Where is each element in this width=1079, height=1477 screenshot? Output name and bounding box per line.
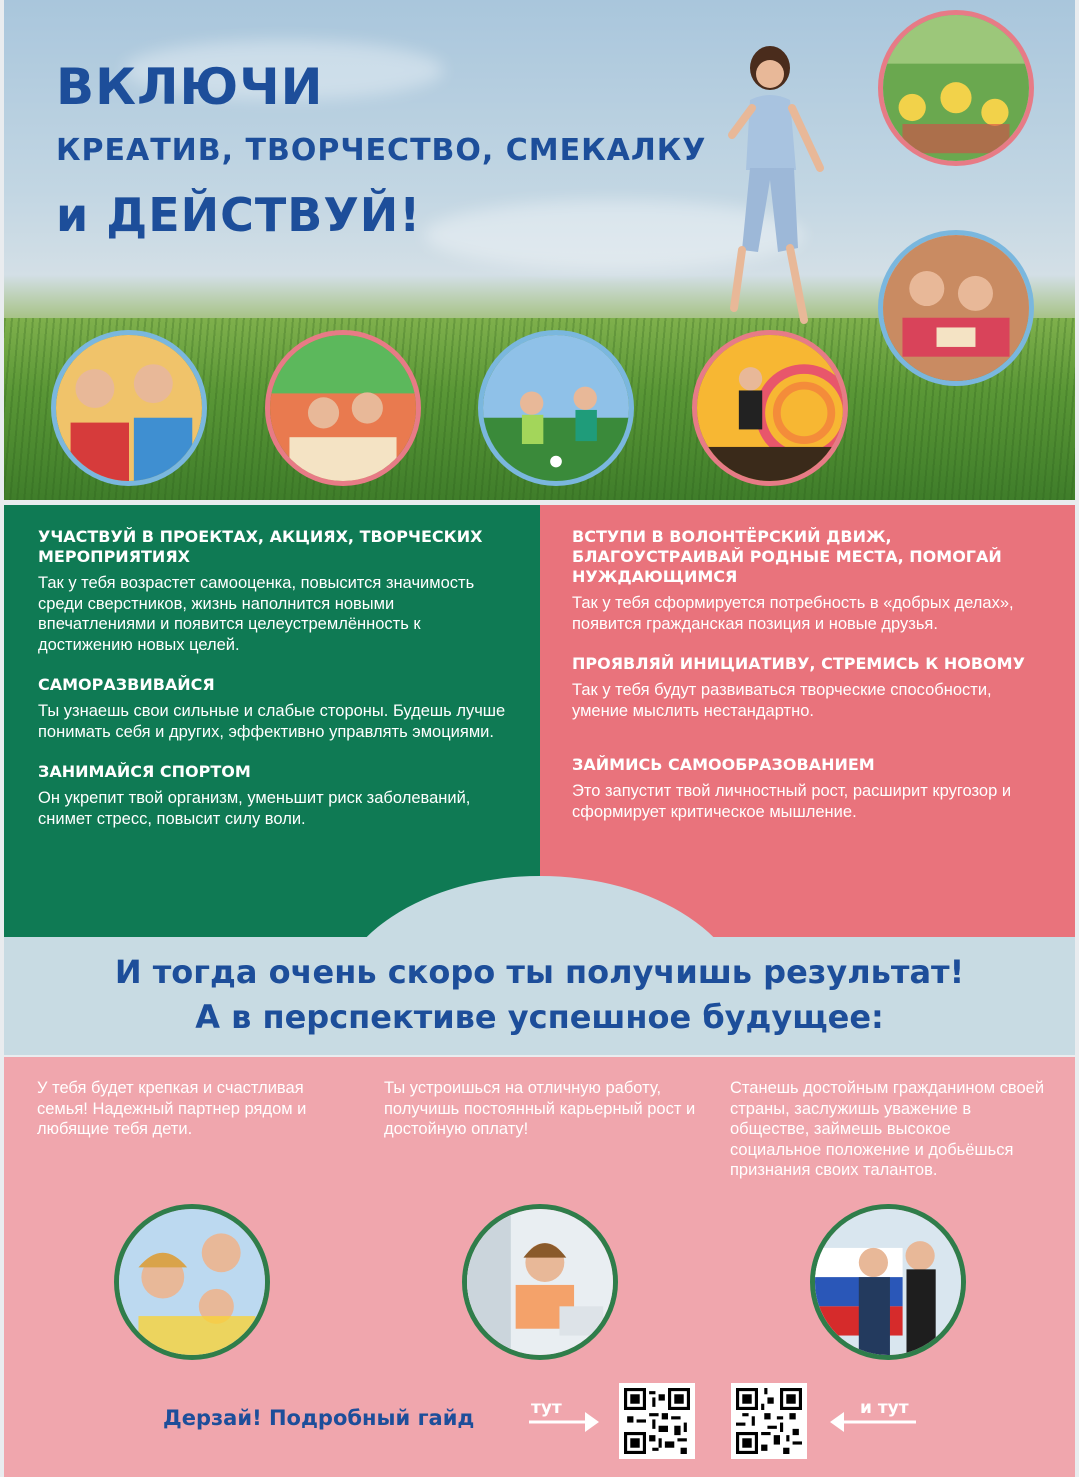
citizens-flag-photo	[810, 1204, 966, 1360]
advice-block	[572, 755, 1041, 822]
hero-title-line2: КРЕАТИВ, ТВОРЧЕСТВО, СМЕКАЛКУ	[56, 133, 707, 168]
qr-code-icon	[736, 1388, 802, 1454]
left-advice-panel	[4, 505, 540, 937]
football-photo	[478, 330, 634, 486]
stage-speaker-photo	[692, 330, 848, 486]
advice-heading: ЗАЙМИСЬ САМООБРАЗОВАНИЕМ	[572, 755, 875, 774]
advice-text: Это запустит твой личностный рост, расширит кругозор и сформирует критическое мышление.	[572, 782, 1012, 821]
qr-code-1[interactable]	[619, 1383, 695, 1459]
advice-block	[38, 762, 506, 829]
arrow-right-icon	[527, 1406, 603, 1438]
outcome-career-text: Ты устроишься на отличную работу, получишь постоянный карьерный рост и достойную оплату!	[384, 1079, 696, 1138]
advice-block	[572, 654, 1041, 721]
family-photo	[114, 1204, 270, 1360]
qr-code-icon	[624, 1388, 690, 1454]
outcome-family-text: У тебя будет крепкая и счастливая семья! Надежный партнер рядом и любящие тебя дети.	[37, 1079, 307, 1138]
hero-title-line3: и ДЕЙСТВУЙ!	[56, 188, 422, 242]
reading-group-photo	[878, 230, 1034, 386]
qr-code-2[interactable]	[731, 1383, 807, 1459]
running-girl-image	[712, 40, 832, 330]
result-line2: А в перспективе успешное будущее:	[195, 998, 884, 1036]
advice-text: Он укрепит твой организм, уменьшит риск заболеваний, снимет стресс, повысит силу воли.	[38, 789, 471, 828]
office-worker-photo	[462, 1204, 618, 1360]
advice-block	[38, 675, 506, 742]
outcome-citizen-text: Станешь достойным гражданином своей страны, заслужишь уважение в обществе, займешь высокое социальное положение и добьёшься признания своих талантов.	[730, 1079, 1045, 1179]
advice-heading: ВСТУПИ В ВОЛОНТЁРСКИЙ ДВИЖ, БЛАГОУСТРАИВАЙ РОДНЫЕ МЕСТА, ПОМОГАЙ НУЖДАЮЩИМСЯ	[572, 527, 1002, 586]
advice-text: Так у тебя будут развиваться творческие способности, умение мыслить нестандартно.	[572, 681, 992, 720]
advice-heading: ПРОЯВЛЯЙ ИНИЦИАТИВУ, СТРЕМИСЬ К НОВОМУ	[572, 654, 1025, 673]
advice-text: Так у тебя сформируется потребность в «добрых делах», появится гражданская позиция и новые друзья.	[572, 594, 1014, 633]
advice-block	[38, 527, 506, 655]
advice-heading: ЗАНИМАЙСЯ СПОРТОМ	[38, 762, 251, 781]
right-advice-panel	[540, 505, 1075, 937]
qr-tag-left: тут	[531, 1398, 562, 1418]
volunteers-photo	[878, 10, 1034, 166]
qr-tag-right: и тут	[860, 1398, 909, 1418]
hero-title-line1: ВКЛЮЧИ	[56, 58, 324, 116]
guide-cta-text: Дерзай! Подробный гайд	[163, 1406, 475, 1430]
advice-text: Так у тебя возрастет самооценка, повысится значимость среди сверстников, жизнь наполнится новыми впечатлениями и появится целеустремлённость к достижению новых целей.	[38, 574, 475, 654]
advice-block	[572, 527, 1041, 634]
advice-text: Ты узнаешь свои сильные и слабые стороны. Будешь лучше понимать себя и других, эффективно управлять эмоциями.	[38, 702, 506, 741]
advice-heading: САМОРАЗВИВАЙСЯ	[38, 675, 215, 694]
advice-heading: УЧАСТВУЙ В ПРОЕКТАХ, АКЦИЯХ, ТВОРЧЕСКИХ МЕРОПРИЯТИЯХ	[38, 527, 483, 566]
result-line1: И тогда очень скоро ты получишь результат!	[114, 953, 965, 991]
workshop-photo	[265, 330, 421, 486]
students-group-photo	[51, 330, 207, 486]
